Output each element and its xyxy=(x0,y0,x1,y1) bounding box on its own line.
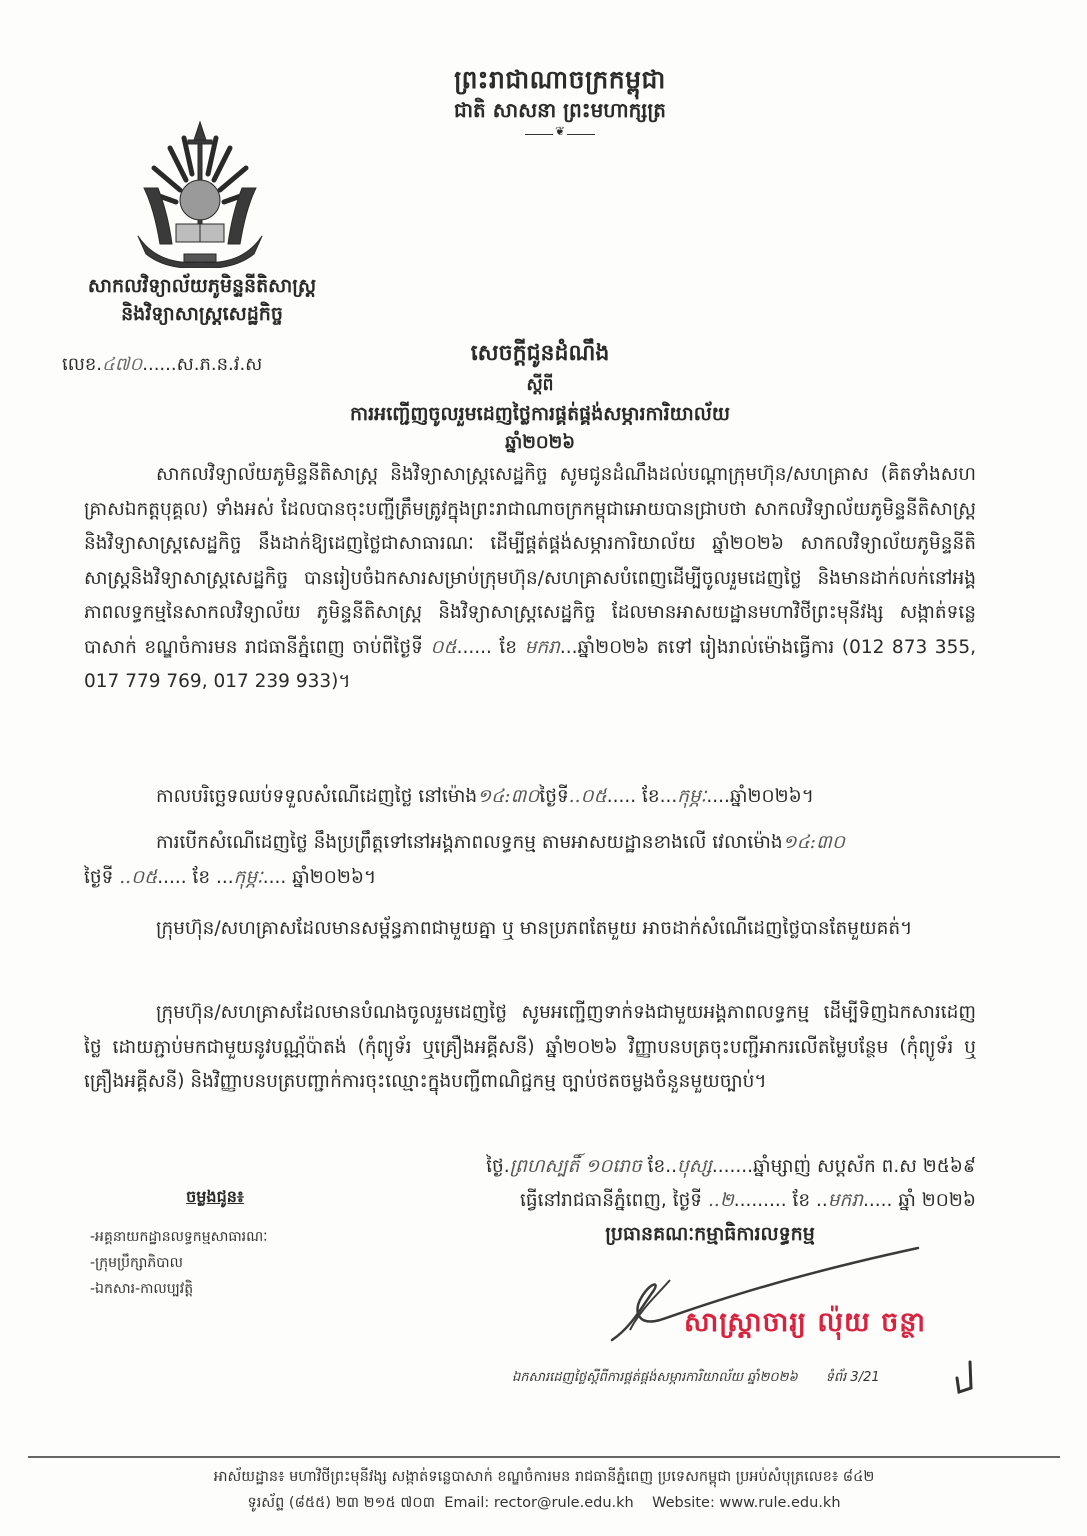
paragraph-opening: ការបើកសំណើដេញថ្លៃ នឹងប្រព្រឹត្តទៅនៅអង្គភាពលទ្ធកម្ម តាមអាសយដ្ឋានខាងលើ វេលាម៉ោង១៤:៣០ ថ្ងៃទី ..០៥..... ខែ ...កុម្ភៈ.... ឆ្នាំ២០២៦។ xyxy=(84,832,845,888)
notice-subject: ការអញ្ជើញចូលរួមដេញថ្លៃការផ្គត់ផ្គង់សម្ភារការិយាល័យ xyxy=(350,403,730,425)
footer-website[interactable]: Website: www.rule.edu.kh xyxy=(652,1495,841,1511)
paragraph-1: សាកលវិទ្យាល័យភូមិន្ទនីតិសាស្ត្រ និងវិទ្យាសាស្ត្រសេដ្ឋកិច្ច សូមជូនដំណឹងដល់បណ្តាក្រុមហ៊ុន/សហគ្រាស (គិតទាំងសហគ្រាសឯកត្តបុគ្គល) ទាំងអស់ ដែលបានចុះបញ្ជីត្រឹមត្រូវក្នុងព្រះរាជាណាចក្រកម្ពុជាអោយបានជ្រាបថា សាកលវិទ្យាល័យភូមិន្ទនីតិសាស្ត្រនិងវិទ្យាសាស្ត្រសេដ្ឋកិច្ច នឹងដាក់ឱ្យដេញថ្លៃជាសាធារណៈ ដើម្បីផ្គត់ផ្គង់សម្ភារការិយាល័យ ឆ្នាំ២០២៦ សាកលវិទ្យាល័យភូមិន្ទនីតិសាស្ត្រនិងវិទ្យាសាស្ត្រសេដ្ឋកិច្ច បានរៀបចំឯកសារសម្រាប់ក្រុមហ៊ុន/សហគ្រាសបំពេញដើម្បីចូលរួមដេញថ្លៃ និងមានដាក់លក់នៅអង្គភាពលទ្ធកម្មនៃសាកលវិទ្យាល័យ ភូមិន្ទនីតិសាស្ត្រ និងវិទ្យាសាស្ត្រសេដ្ឋកិច្ច ដែលមានអាសយដ្ឋានមហាវិថីព្រះមុនីវង្ស សង្កាត់ទន្លេបាសាក់ ខណ្ឌចំការមន រាជធានីភ្នំពេញ ចាប់ពីថ្ងៃទី ០៥...... ខែ មករា...ឆ្នាំ២០២៦ តទៅ រៀងរាល់ម៉ោងធ្វើការ (012 873 355, 017 779 769, 017 239 933)។ xyxy=(84,464,976,692)
footer-divider xyxy=(28,1456,1060,1458)
signatory-title: ប្រធានគណៈកម្មាធិការលទ្ធកម្ម xyxy=(605,1223,815,1245)
footer-address: អាស័យដ្ឋាន៖ មហាវិថីព្រះមុនីវង្ស សង្កាត់ទន្លេបាសាក់ ខណ្ឌចំការមន រាជធានីភ្នំពេញ ប្រទេសកម្ពុជា ប្រអប់សំបុត្រលេខ៖ ៨៤២ xyxy=(213,1469,875,1485)
cc-list xyxy=(90,1186,320,1302)
handwritten-opening-day: ..០៥ xyxy=(119,866,158,888)
notice-about: ស្តីពី xyxy=(526,375,554,395)
national-motto: ជាតិ សាសនា ព្រះមហាក្សត្រ xyxy=(454,98,666,122)
handwritten-deadline-month: កុម្ភៈ xyxy=(677,786,707,807)
reference-number-handwritten: ៤៧០ xyxy=(102,354,143,375)
date-block xyxy=(436,1150,976,1218)
handwritten-opening-time: ១៤:៣០ xyxy=(782,832,845,853)
reference-number: លេខ.៤៧០......ស.ភ.ន.វ.ស xyxy=(62,354,263,375)
page-footnote xyxy=(512,1369,880,1388)
handwritten-opening-month: កុម្ភៈ xyxy=(233,866,263,888)
paragraph-deadline: កាលបរិច្ឆេទឈប់ទទួលសំណើដេញថ្លៃ នៅម៉ោង១៤:៣០ថ្ងៃទី..០៥..... ខែ...កុម្ភៈ....ឆ្នាំ២០២៦។ xyxy=(156,786,814,807)
footer-contact xyxy=(28,1490,1060,1516)
ornament-divider-icon xyxy=(525,130,595,138)
signatory-name: សាស្ត្រាចារ្យ ល៉ុយ ចន្ថា xyxy=(684,1307,926,1338)
kingdom-title: ព្រះរាជាណាចក្រកម្ពុជា xyxy=(454,65,666,94)
cc-item: -អគ្គនាយកដ្ឋានលទ្ធកម្មសាធារណៈ xyxy=(90,1229,268,1245)
footnote-document: ឯកសារដេញថ្លៃស្តីពីការផ្គត់ផ្គង់សម្ភារការិយាល័យ ឆ្នាំ២០២៦ xyxy=(512,1370,798,1385)
notice-heading: សេចក្តីជូនដំណឹង xyxy=(470,341,610,366)
national-header xyxy=(380,64,740,138)
paragraph-requirements: ក្រុមហ៊ុន/សហគ្រាសដែលមានបំណងចូលរួមដេញថ្លៃ សូមអញ្ជើញទាក់ទងជាមួយអង្គភាពលទ្ធកម្ម ដើម្បីទិញឯកសារដេញថ្លៃ ដោយភ្ជាប់មកជាមួយនូវបណ្ណ័ប៉ាតង់ (កុំព្យូទ័រ ឬគ្រឿងអគ្គីសនី) ឆ្នាំ២០២៦ វិញ្ញាបនបត្រចុះបញ្ជីអាករលើតម្លៃបន្ថែម (កុំព្យូទ័រ ឬ គ្រឿងអគ្គីសនី) និងវិញ្ញាបនបត្របញ្ជាក់ការចុះឈ្មោះក្នុងបញ្ជីពាណិជ្ជកម្ម ច្បាប់ថតចម្លងចំនួនមួយច្បាប់។ xyxy=(84,1002,976,1092)
initial-mark-icon xyxy=(954,1360,974,1394)
handwritten-deadline-day: ..០៥ xyxy=(568,786,607,807)
paragraph-affiliation: ក្រុមហ៊ុន/សហគ្រាសដែលមានសម្ព័ន្ធភាពជាមួយគ្នា ឬ មានប្រភពតែមួយ អាចដាក់សំណើដេញថ្លៃបានតែមួយគត់។ xyxy=(156,918,913,939)
handwritten-start-day: ០៥ xyxy=(430,636,457,658)
handwritten-start-month: មករា xyxy=(524,636,560,658)
footer-phone: ទូរស័ព្ទ (៨៥៥) ២៣ ២១៥ ៧០៣ xyxy=(247,1495,435,1511)
notice-year: ឆ្នាំ២០២៦ xyxy=(505,432,575,453)
solar-date: ធ្វើនៅរាជធានីភ្នំពេញ, ថ្ងៃទី ..២......... ខែ ..មករា..... ឆ្នាំ ២០២៦ xyxy=(520,1190,976,1211)
footer xyxy=(28,1464,1060,1516)
handwritten-deadline-time: ១៤:៣០ xyxy=(477,786,540,807)
cc-item: -ឯកសារ-កាលប្បវត្តិ xyxy=(90,1281,194,1297)
lunar-date: ថ្ងៃ.ព្រហស្បតិ៍ ១០រោច ខែ..បុស្ស.......ឆ្នាំម្សាញ់ សប្តស័ក ព.ស ២៥៦៩ xyxy=(486,1156,976,1177)
cc-item: -ក្រុមប្រឹក្សាភិបាល xyxy=(90,1255,183,1271)
university-emblem-icon xyxy=(130,118,270,268)
institution-name: សាកលវិទ្យាល័យភូមិន្ទនីតិសាស្ត្រ និងវិទ្យាសាស្ត្រសេដ្ឋកិច្ច xyxy=(87,275,317,325)
footer-email[interactable]: Email: rector@rule.edu.kh xyxy=(444,1495,634,1511)
page-number: ទំព័រ 3/21 xyxy=(825,1370,880,1385)
cc-heading: ចម្លងជូន៖ xyxy=(186,1187,244,1206)
notice-title xyxy=(260,336,820,456)
